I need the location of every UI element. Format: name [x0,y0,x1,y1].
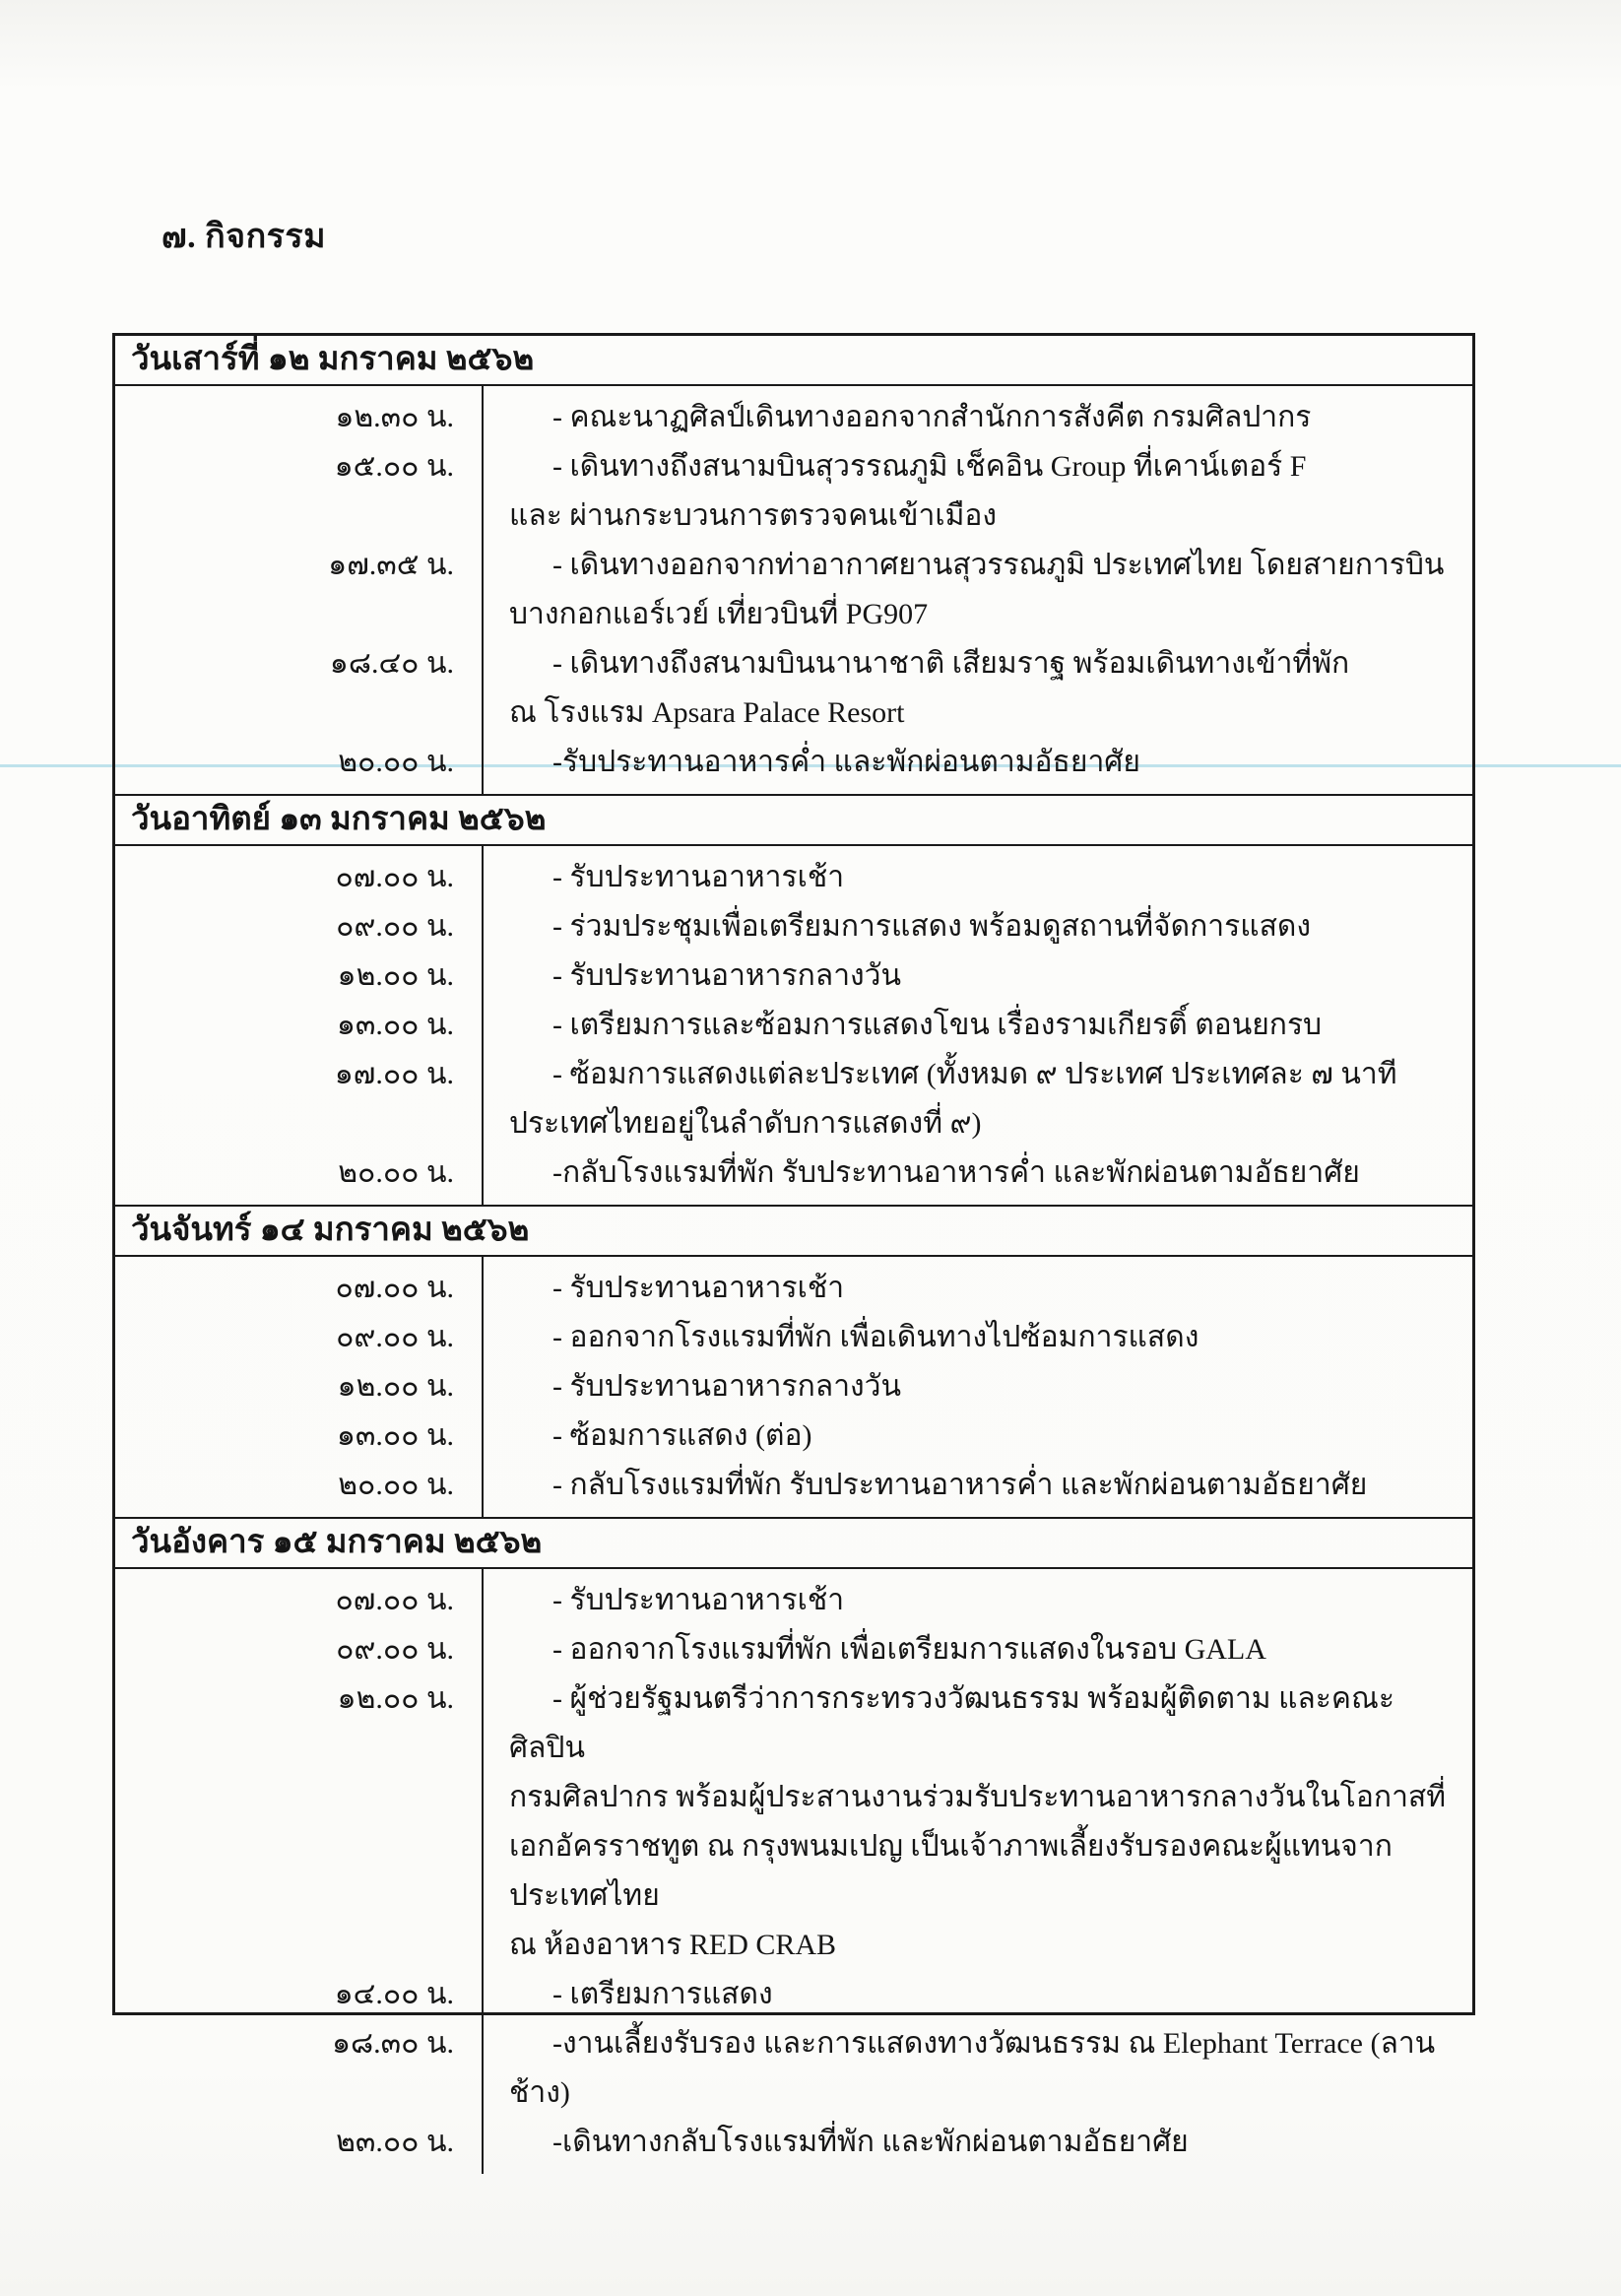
entry-time: ๐๙.๐๐ น. [115,1625,484,1674]
entry-description-line: กรมศิลปากร พร้อมผู้ประสานงานร่วมรับประทานอาหารกลางวันในโอกาสที่ [509,1781,1447,1813]
entry-description [484,902,1472,951]
entry-time: ๑๗.๓๕ น. [115,541,484,639]
day-section [115,1517,1472,2174]
entry-description-line: -งานเลี้ยงรับรอง และการแสดงทางวัฒนธรรม ณ Elephant Terrace (ลานช้าง) [509,2027,1436,2109]
entry-description-line: - ซ้อมการแสดงแต่ละประเทศ (ทั้งหมด ๙ ประเทศ ประเทศละ ๗ นาที [552,1058,1397,1090]
entry-description-line: - รับประทานอาหารเช้า [552,1584,845,1616]
day-header: วันเสาร์ที่ ๑๒ มกราคม ๒๕๖๒ [115,336,1472,386]
entry-description-line: - เดินทางถึงสนามบินสุวรรณภูมิ เช็คอิน Group ที่เคาน์เตอร์ F [552,450,1307,483]
entry-description-line: -กลับโรงแรมที่พัก รับประทานอาหารค่ำ และพักผ่อนตามอัธยาศัย [552,1156,1360,1189]
entry-description-line: และ ผ่านกระบวนการตรวจคนเข้าเมือง [509,499,998,532]
schedule-entry-row [115,1001,1472,1050]
entry-time: ๑๕.๐๐ น. [115,442,484,541]
entry-description-line: - กลับโรงแรมที่พัก รับประทานอาหารค่ำ และพักผ่อนตามอัธยาศัย [552,1469,1368,1501]
entry-time: ๑๗.๐๐ น. [115,1050,484,1148]
entry-description [484,1001,1472,1050]
entry-description-line: ประเทศไทยอยู่ในลำดับการแสดงที่ ๙) [509,1107,982,1140]
day-header: วันอาทิตย์ ๑๓ มกราคม ๒๕๖๒ [115,794,1472,846]
schedule-entry-row [115,1050,1472,1148]
day-body [115,846,1472,1205]
schedule-entry-row [115,1411,1472,1461]
day-section [115,794,1472,1205]
entry-description-line: -เดินทางกลับโรงแรมที่พัก และพักผ่อนตามอัธยาศัย [552,2126,1189,2158]
entry-description-line: - รับประทานอาหารกลางวัน [552,1370,902,1403]
entry-description-line: - ซ้อมการแสดง (ต่อ) [552,1419,812,1452]
entry-time: ๒๓.๐๐ น. [115,2118,484,2174]
day-header: วันจันทร์ ๑๔ มกราคม ๒๕๖๒ [115,1205,1472,1257]
schedule-entry-row [115,1674,1472,1970]
entry-time: ๐๗.๐๐ น. [115,1569,484,1625]
day-section [115,336,1472,794]
schedule-entry-row [115,951,1472,1001]
entry-time: ๒๐.๐๐ น. [115,738,484,794]
entry-time: ๑๒.๓๐ น. [115,386,484,442]
entry-description [484,1569,1472,1625]
schedule-entry-row [115,902,1472,951]
entry-description [484,2019,1472,2118]
page-title: ๗. กิจกรรม [162,219,327,255]
entry-description [484,1050,1472,1148]
schedule-entry-row [115,541,1472,639]
entry-time: ๑๒.๐๐ น. [115,951,484,1001]
entry-description [484,1461,1472,1517]
entry-description-line: - เตรียมการแสดง [552,1978,773,2010]
schedule-entry-row [115,2019,1472,2118]
schedule-entry-row [115,386,1472,442]
entry-time: ๑๔.๐๐ น. [115,1970,484,2019]
entry-time: ๐๙.๐๐ น. [115,902,484,951]
entry-time: ๑๓.๐๐ น. [115,1411,484,1461]
entry-time: ๑๓.๐๐ น. [115,1001,484,1050]
entry-time: ๑๒.๐๐ น. [115,1674,484,1970]
entry-description-line: - ออกจากโรงแรมที่พัก เพื่อเตรียมการแสดงในรอบ GALA [552,1633,1266,1666]
schedule-entry-row [115,1148,1472,1205]
schedule-entry-row [115,442,1472,541]
entry-description [484,1625,1472,1674]
entry-description-line: - รับประทานอาหารกลางวัน [552,959,902,992]
entry-description-line: - รับประทานอาหารเช้า [552,1272,845,1304]
entry-description-line: - ผู้ช่วยรัฐมนตรีว่าการกระทรวงวัฒนธรรม พร้อมผู้ติดตาม และคณะศิลปิน [509,1682,1394,1764]
schedule-entry-row [115,738,1472,794]
schedule-table [112,333,1475,2158]
entry-description [484,442,1472,541]
entry-description [484,541,1472,639]
entry-description-line: ณ ห้องอาหาร RED CRAB [509,1929,837,1961]
schedule-entry-row [115,1257,1472,1313]
entry-description-line: - เดินทางถึงสนามบินนานาชาติ เสียมราฐ พร้อมเดินทางเข้าที่พัก [552,647,1350,680]
entry-description [484,1411,1472,1461]
entry-description [484,1148,1472,1205]
schedule-entry-row [115,846,1472,902]
day-body [115,1257,1472,1517]
entry-description [484,1257,1472,1313]
day-header: วันอังคาร ๑๕ มกราคม ๒๕๖๒ [115,1517,1472,1569]
entry-description-line: - เดินทางออกจากท่าอากาศยานสุวรรณภูมิ ประเทศไทย โดยสายการบิน [552,549,1445,581]
schedule-entry-row [115,1461,1472,1517]
entry-description-line: - เตรียมการและซ้อมการแสดงโขน เรื่องรามเกียรติ์ ตอนยกรบ [552,1009,1323,1041]
entry-description [484,2118,1472,2174]
entry-description-line: - รับประทานอาหารเช้า [552,861,845,893]
entry-description-line: - ออกจากโรงแรมที่พัก เพื่อเดินทางไปซ้อมการแสดง [552,1321,1200,1353]
entry-time: ๒๐.๐๐ น. [115,1148,484,1205]
entry-description-line: เอกอัครราชทูต ณ กรุงพนมเปญ เป็นเจ้าภาพเลี้ยงรับรองคณะผู้แทนจากประเทศไทย [509,1830,1393,1912]
entry-description [484,1362,1472,1411]
entry-description-line: บางกอกแอร์เวย์ เที่ยวบินที่ PG907 [509,598,929,630]
entry-time: ๐๗.๐๐ น. [115,846,484,902]
entry-time: ๑๘.๓๐ น. [115,2019,484,2118]
entry-time: ๑๒.๐๐ น. [115,1362,484,1411]
day-body [115,1569,1472,2174]
entry-description [484,386,1472,442]
schedule-entry-row [115,639,1472,738]
entry-description [484,951,1472,1001]
entry-description [484,846,1472,902]
schedule-entry-row [115,1970,1472,2019]
entry-description [484,738,1472,794]
entry-description-line: ณ โรงแรม Apsara Palace Resort [509,696,905,729]
entry-description-line: - ร่วมประชุมเพื่อเตรียมการแสดง พร้อมดูสถานที่จัดการแสดง [552,910,1312,943]
day-section [115,1205,1472,1517]
entry-description [484,639,1472,738]
schedule-entry-row [115,1313,1472,1362]
entry-time: ๑๘.๔๐ น. [115,639,484,738]
entry-time: ๐๗.๐๐ น. [115,1257,484,1313]
schedule-entry-row [115,1569,1472,1625]
entry-description-line: -รับประทานอาหารค่ำ และพักผ่อนตามอัธยาศัย [552,746,1140,778]
entry-time: ๒๐.๐๐ น. [115,1461,484,1517]
schedule-entry-row [115,1625,1472,1674]
entry-description [484,1970,1472,2019]
day-body [115,386,1472,794]
schedule-entry-row [115,2118,1472,2174]
schedule-entry-row [115,1362,1472,1411]
entry-description [484,1674,1472,1970]
entry-time: ๐๙.๐๐ น. [115,1313,484,1362]
entry-description-line: - คณะนาฏศิลป์เดินทางออกจากสำนักการสังคีต กรมศิลปากร [552,401,1312,433]
entry-description [484,1313,1472,1362]
